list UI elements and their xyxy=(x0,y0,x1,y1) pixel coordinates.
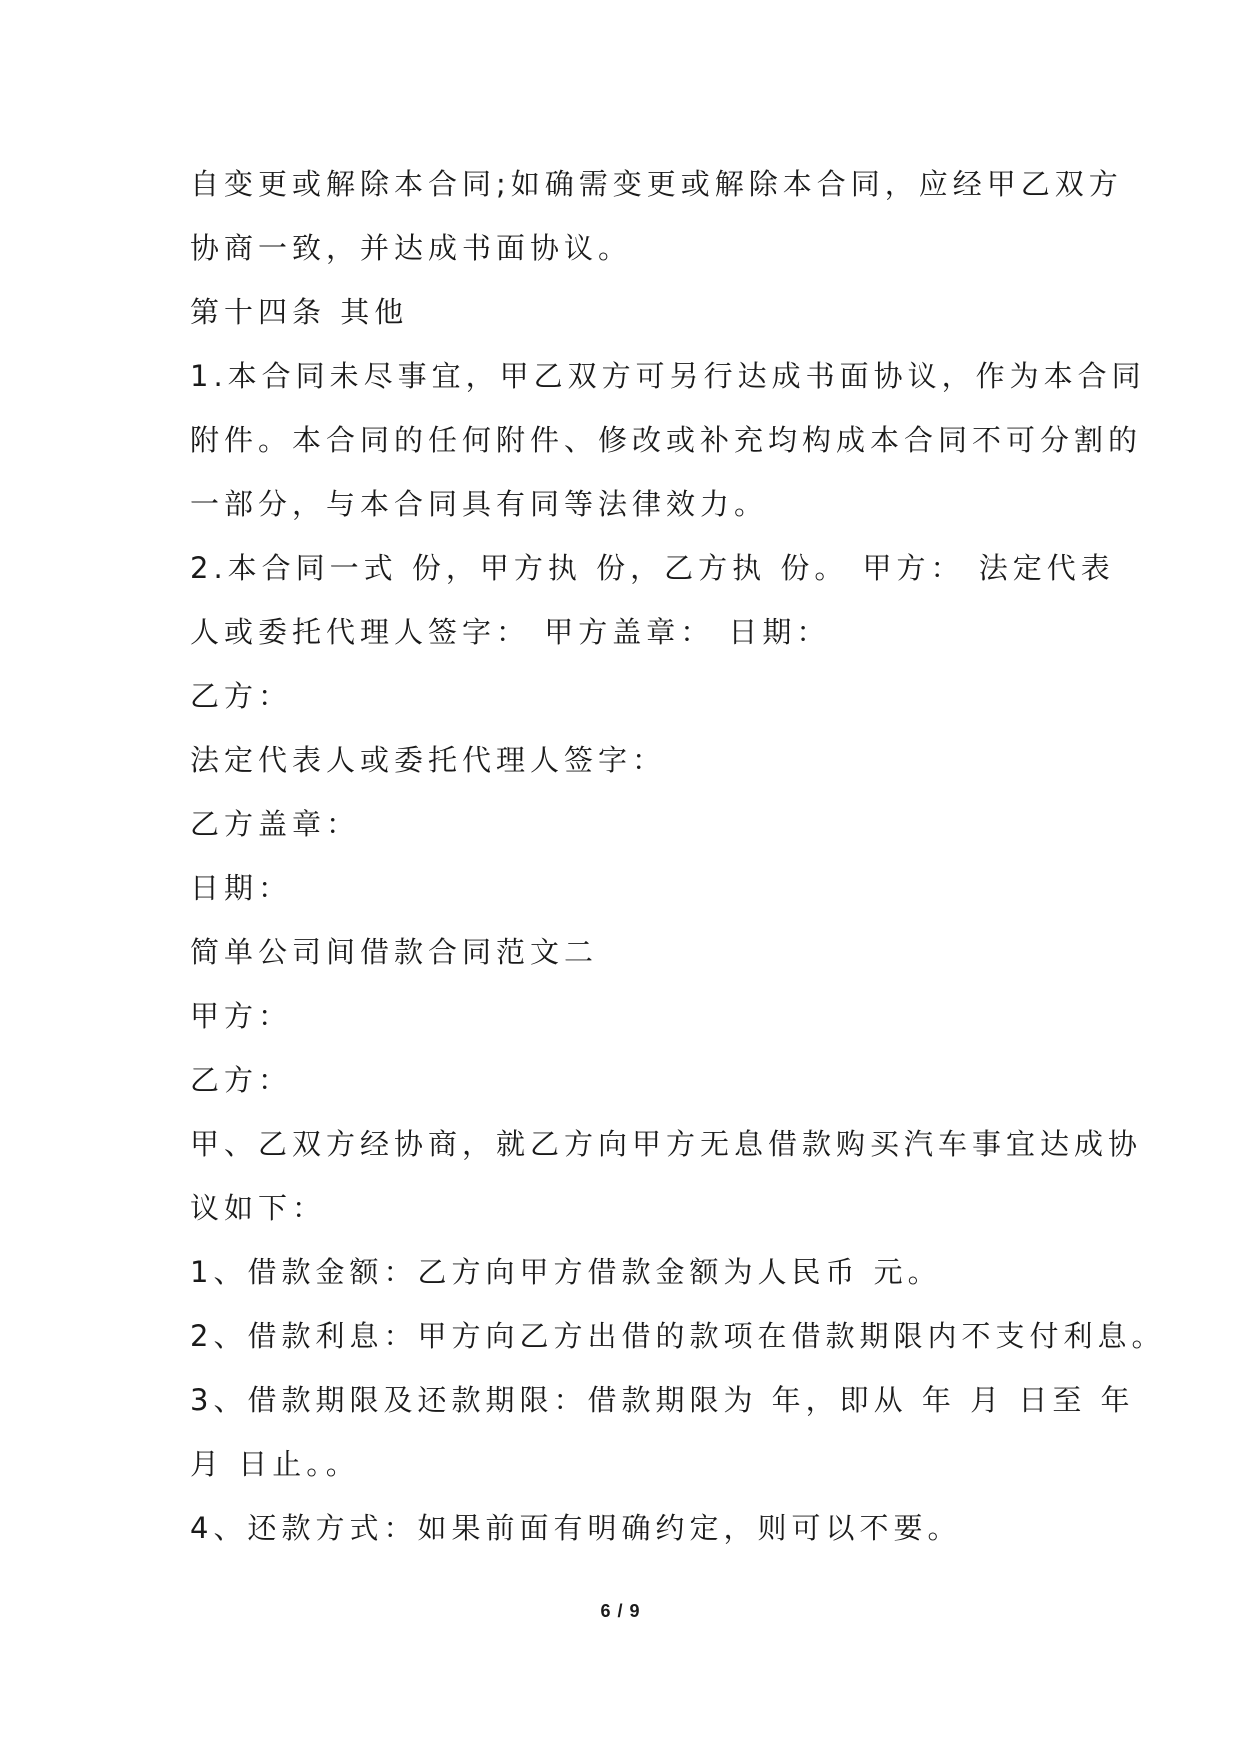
text-line: 一部分，与本合同具有同等法律效力。 xyxy=(190,487,769,521)
clause-item: 3、借款期限及还款期限：借款期限为 年，即从 年 月 日至 年 xyxy=(190,1383,1135,1417)
text-line: 1.本合同未尽事宜，甲乙双方可另行达成书面协议，作为本合同 xyxy=(190,359,1146,393)
section-heading: 第十四条 其他 xyxy=(190,295,409,329)
party-b-label: 乙方： xyxy=(190,1063,293,1097)
signature-label: 法定代表人或委托代理人签字： xyxy=(190,743,667,777)
clause-item: 1、借款金额：乙方向甲方借款金额为人民币 元。 xyxy=(190,1255,942,1289)
text-line: 附件。本合同的任何附件、修改或补充均构成本合同不可分割的 xyxy=(190,423,1143,457)
party-a-label: 甲方： xyxy=(190,999,293,1033)
party-b-label: 乙方： xyxy=(190,679,293,713)
text-line: 人或委托代理人签字： 甲方盖章： 日期： xyxy=(190,615,831,649)
clause-item: 4、还款方式：如果前面有明确约定，则可以不要。 xyxy=(190,1511,962,1545)
text-line: 甲、乙双方经协商，就乙方向甲方无息借款购买汽车事宜达成协 xyxy=(190,1127,1143,1161)
text-line: 自变更或解除本合同;如确需变更或解除本合同，应经甲乙双方 xyxy=(190,167,1123,201)
date-label: 日期： xyxy=(190,871,293,905)
text-line: 月 日止。。 xyxy=(190,1447,360,1481)
seal-label: 乙方盖章： xyxy=(190,807,361,841)
clause-item: 2、借款利息：甲方向乙方出借的款项在借款期限内不支付利息。 xyxy=(190,1319,1166,1353)
text-line: 议如下： xyxy=(190,1191,327,1225)
document-body xyxy=(190,152,1166,1560)
document-title: 简单公司间借款合同范文二 xyxy=(190,935,599,969)
text-line: 协商一致，并达成书面协议。 xyxy=(190,231,633,265)
text-line: 2.本合同一式 份，甲方执 份，乙方执 份。 甲方： 法定代表 xyxy=(190,551,1115,585)
page-number: 6 / 9 xyxy=(600,1601,641,1621)
